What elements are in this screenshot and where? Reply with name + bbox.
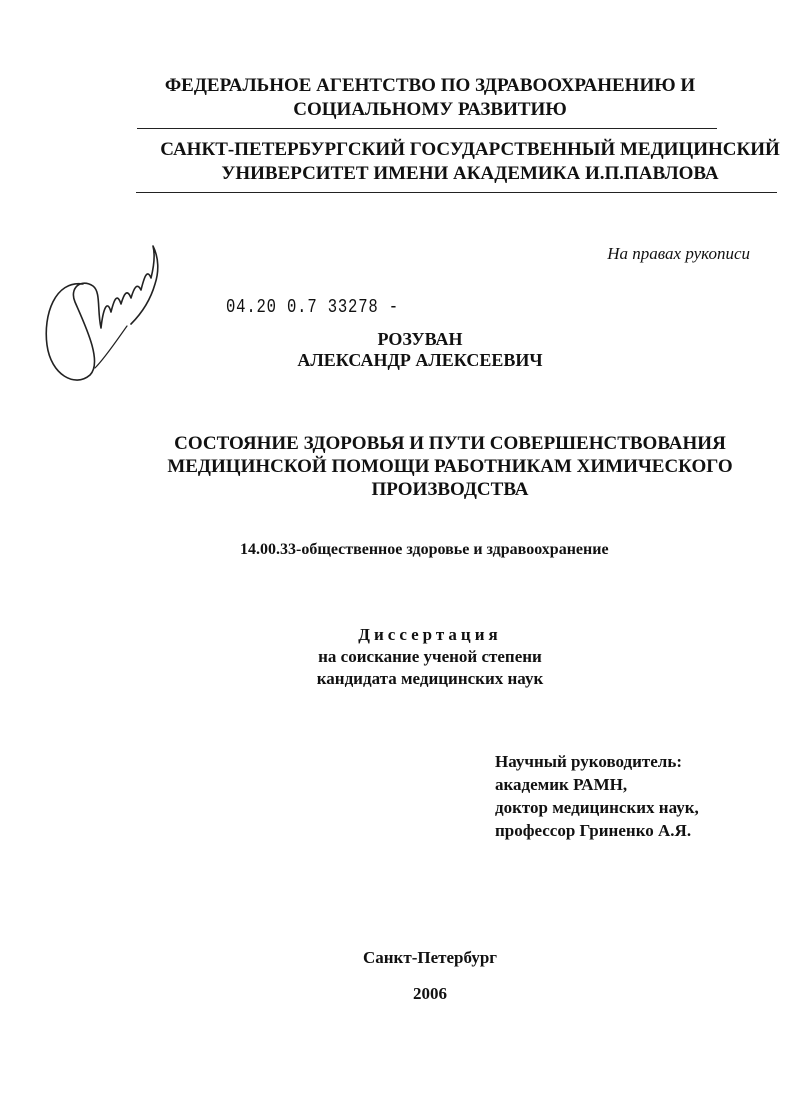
author-surname: РОЗУВАН [377, 329, 463, 349]
specialty-code: 14.00.33-общественное здоровье и здравоохранение [240, 541, 609, 558]
agency-line-2: СОЦИАЛЬНОМУ РАЗВИТИЮ [293, 99, 567, 120]
city: Санкт-Петербург [362, 948, 498, 967]
university-line-2: УНИВЕРСИТЕТ ИМЕНИ АКАДЕМИКА И.П.ПАВЛОВА [221, 163, 719, 184]
header-divider-2 [136, 192, 777, 193]
registration-number: 04.20 0.7 33278 - [226, 296, 399, 318]
supervisor-line-3: доктор медицинских наук, [495, 798, 699, 817]
thesis-title-line-1: СОСТОЯНИЕ ЗДОРОВЬЯ И ПУТИ СОВЕРШЕНСТВОВАНИЯ [174, 433, 726, 454]
thesis-title-line-2: МЕДИЦИНСКОЙ ПОМОЩИ РАБОТНИКАМ ХИМИЧЕСКОГО [167, 456, 733, 477]
author-name [240, 329, 600, 371]
degree-label: Диссертация [358, 625, 502, 644]
university-heading [100, 138, 793, 186]
agency-heading [100, 74, 760, 122]
thesis-title-line-3: ПРОИЗВОДСТВА [371, 479, 529, 500]
degree-block [260, 624, 600, 690]
degree-line-2: кандидата медицинских наук [316, 669, 544, 688]
header-divider-1 [137, 128, 717, 129]
signature-icon [35, 240, 175, 390]
registration-number-text: 04.20 0.7 33278 [226, 296, 379, 318]
agency-line-1: ФЕДЕРАЛЬНОЕ АГЕНТСТВО ПО ЗДРАВООХРАНЕНИЮ И [164, 75, 696, 96]
author-given-names: АЛЕКСАНДР АЛЕКСЕЕВИЧ [297, 350, 543, 370]
manuscript-note: На правах рукописи [607, 244, 750, 263]
supervisor-block [495, 750, 699, 842]
supervisor-line-1: Научный руководитель: [495, 752, 682, 771]
degree-line-1: на соискание ученой степени [318, 647, 542, 666]
supervisor-line-4: профессор Гриненко А.Я. [495, 821, 692, 840]
year: 2006 [413, 984, 447, 1003]
footer-block [300, 940, 560, 1012]
thesis-title [120, 432, 780, 501]
supervisor-line-2: академик РАМН, [495, 775, 628, 794]
university-line-1: САНКТ-ПЕТЕРБУРГСКИЙ ГОСУДАРСТВЕННЫЙ МЕДИЦИНСКИЙ [160, 139, 780, 160]
